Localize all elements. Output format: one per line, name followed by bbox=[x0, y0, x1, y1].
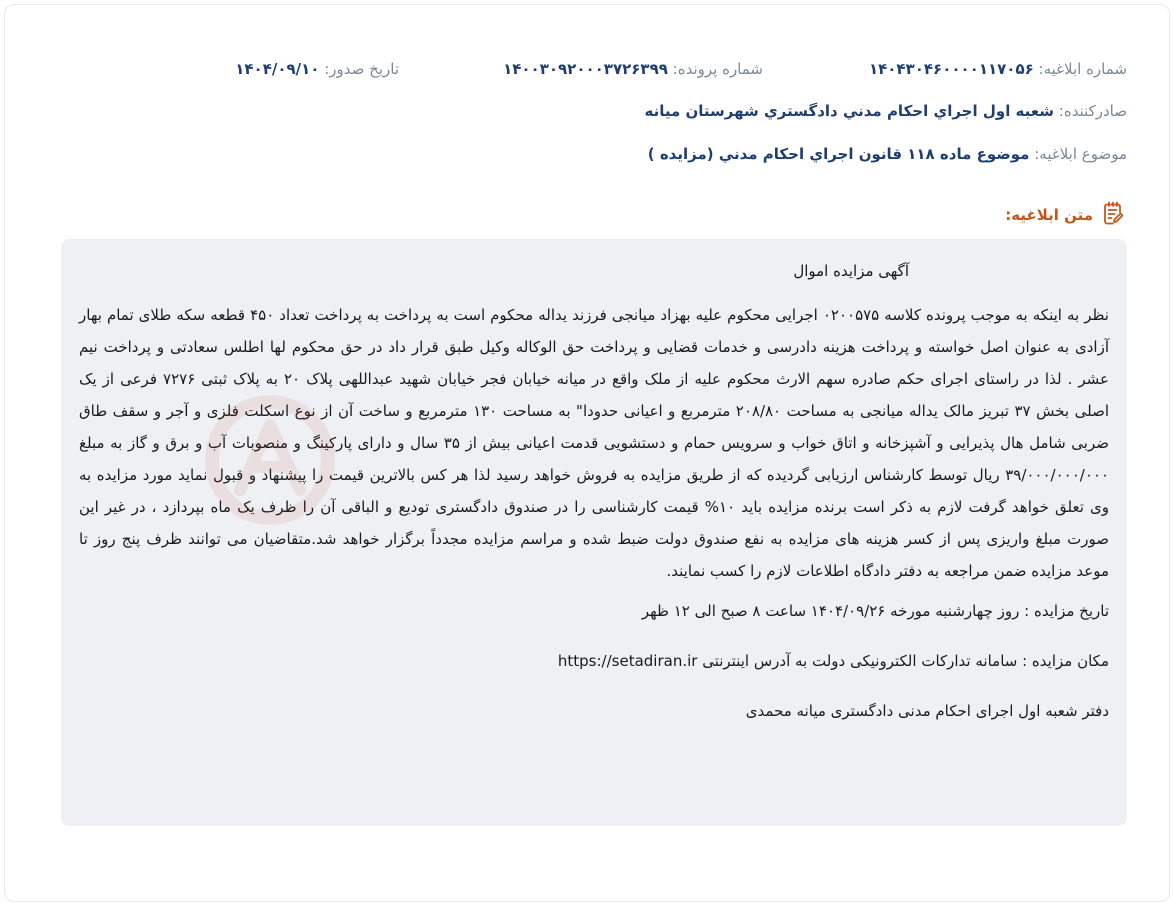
issuer-value: شعبه اول اجراي احکام مدني دادگستري شهرستان ميانه bbox=[644, 102, 1054, 120]
issue-date-row bbox=[235, 58, 399, 80]
notice-text-title: متن ابلاغیه: bbox=[1005, 206, 1093, 224]
office-signature: دفتر شعبه اول اجرای احکام مدنی دادگستری میانه محمدی bbox=[745, 702, 1109, 720]
document-edit-icon bbox=[1101, 200, 1127, 230]
case-number-row bbox=[503, 58, 763, 80]
case-number-label: شماره پرونده: bbox=[672, 60, 763, 78]
subject-label: موضوع ابلاغیه: bbox=[1034, 145, 1127, 163]
notice-body: نظر به اینکه به موجب پرونده کلاسه ۰۲۰۰۵۷۵ اجرایی محکوم علیه بهزاد میانجی فرزند یداله محکوم است به پرداخت به پرداخت تعداد ۴۵۰ قطعه سکه طلای تمام بهار آزادی به عنوان اصل خواسته و پرداخت هزینه دادرسی و خدمات قضایی و پرداخت حق الوکاله وکیل طبق قرار داد در حق محکوم لها اطلس سعادتی و پرداخت نیم عشر . لذا در راستای اجرای حکم صادره سهم الارث محکوم علیه از ملک واقع در میانه خیابان فجر خیابان شهید عبداللهی پلاک ۲۰ به پلاک ثبتی ۷۲۷۶ فرعی از یک اصلی بخش ۳۷ تبریز مالک یداله میانجی به مساحت ۲۰۸/۸۰ مترمربع و اعیانی حدودا" به مساحت ۱۳۰ مترمربع و ساخت آن از نوع اسکلت فلزی و آجر و سقف طاق ضربی شامل هال پذیرایی و آشپزخانه و اتاق خواب و سرویس حمام و دستشویی قدمت اعیانی بیش از ۳۵ سال و دارای پارکینگ و منصوبات آب و برق و گاز به مبلغ ۳۹/۰۰۰/۰۰۰/۰۰۰ ریال توسط کارشناس ارزیابی گردیده که از طریق مزایده به فروش خواهد رسید لذا هر کس بالاترین قیمت را پیشنهاد و قبول نماید مورد مزایده به وی تعلق خواهد گرفت لازم به ذکر است برنده مزایده باید ۱۰% قیمت کارشناسی را در صندوق دادگستری تودیع و الباقی آن را ظرف یک ماه بپردازد ، در غیر این صورت مبلغ واریزی پس از کسر هزینه های مزایده به نفع صندوق دولت ضبط شده و مراسم مزایده مجدداً برگزار خواهد شد.متقاضیان می توانند ظرف پنج روز تا موعد مزایده ضمن مراجعه به دفتر دادگاه اطلاعات لازم را کسب نمایند. bbox=[79, 306, 1110, 580]
notice-heading: آگهی مزایده اموال bbox=[793, 262, 909, 280]
auction-date: تاریخ مزایده : روز چهارشنبه مورخه ۱۴۰۴/۰۹/۲۶ ساعت ۸ صبح الی ۱۲ ظهر bbox=[641, 602, 1109, 620]
issuer-label: صادرکننده: bbox=[1058, 102, 1127, 120]
subject-row bbox=[648, 143, 1127, 165]
notice-number-label: شماره ابلاغیه: bbox=[1038, 60, 1127, 78]
issue-date-value: ۱۴۰۴/۰۹/۱۰ bbox=[235, 60, 320, 78]
subject-value: موضوع ماده ۱۱۸ قانون اجراي احکام مدني (مزايده ) bbox=[647, 145, 1030, 163]
notice-number-value: ۱۴۰۴۳۰۴۶۰۰۰۰۱۱۷۰۵۶ bbox=[868, 60, 1034, 78]
notice-text-box bbox=[61, 239, 1127, 826]
case-number-value: ۱۴۰۰۳۰۹۲۰۰۰۳۷۲۶۳۹۹ bbox=[503, 60, 668, 78]
issuer-row bbox=[645, 100, 1128, 122]
issue-date-label: تاریخ صدور: bbox=[324, 60, 399, 78]
notice-number-row bbox=[869, 58, 1127, 80]
notice-text-header bbox=[1005, 200, 1127, 230]
auction-place: مکان مزایده : سامانه تدارکات الکترونیکی دولت به آدرس اینترنتی https://setadiran.ir bbox=[557, 652, 1109, 670]
